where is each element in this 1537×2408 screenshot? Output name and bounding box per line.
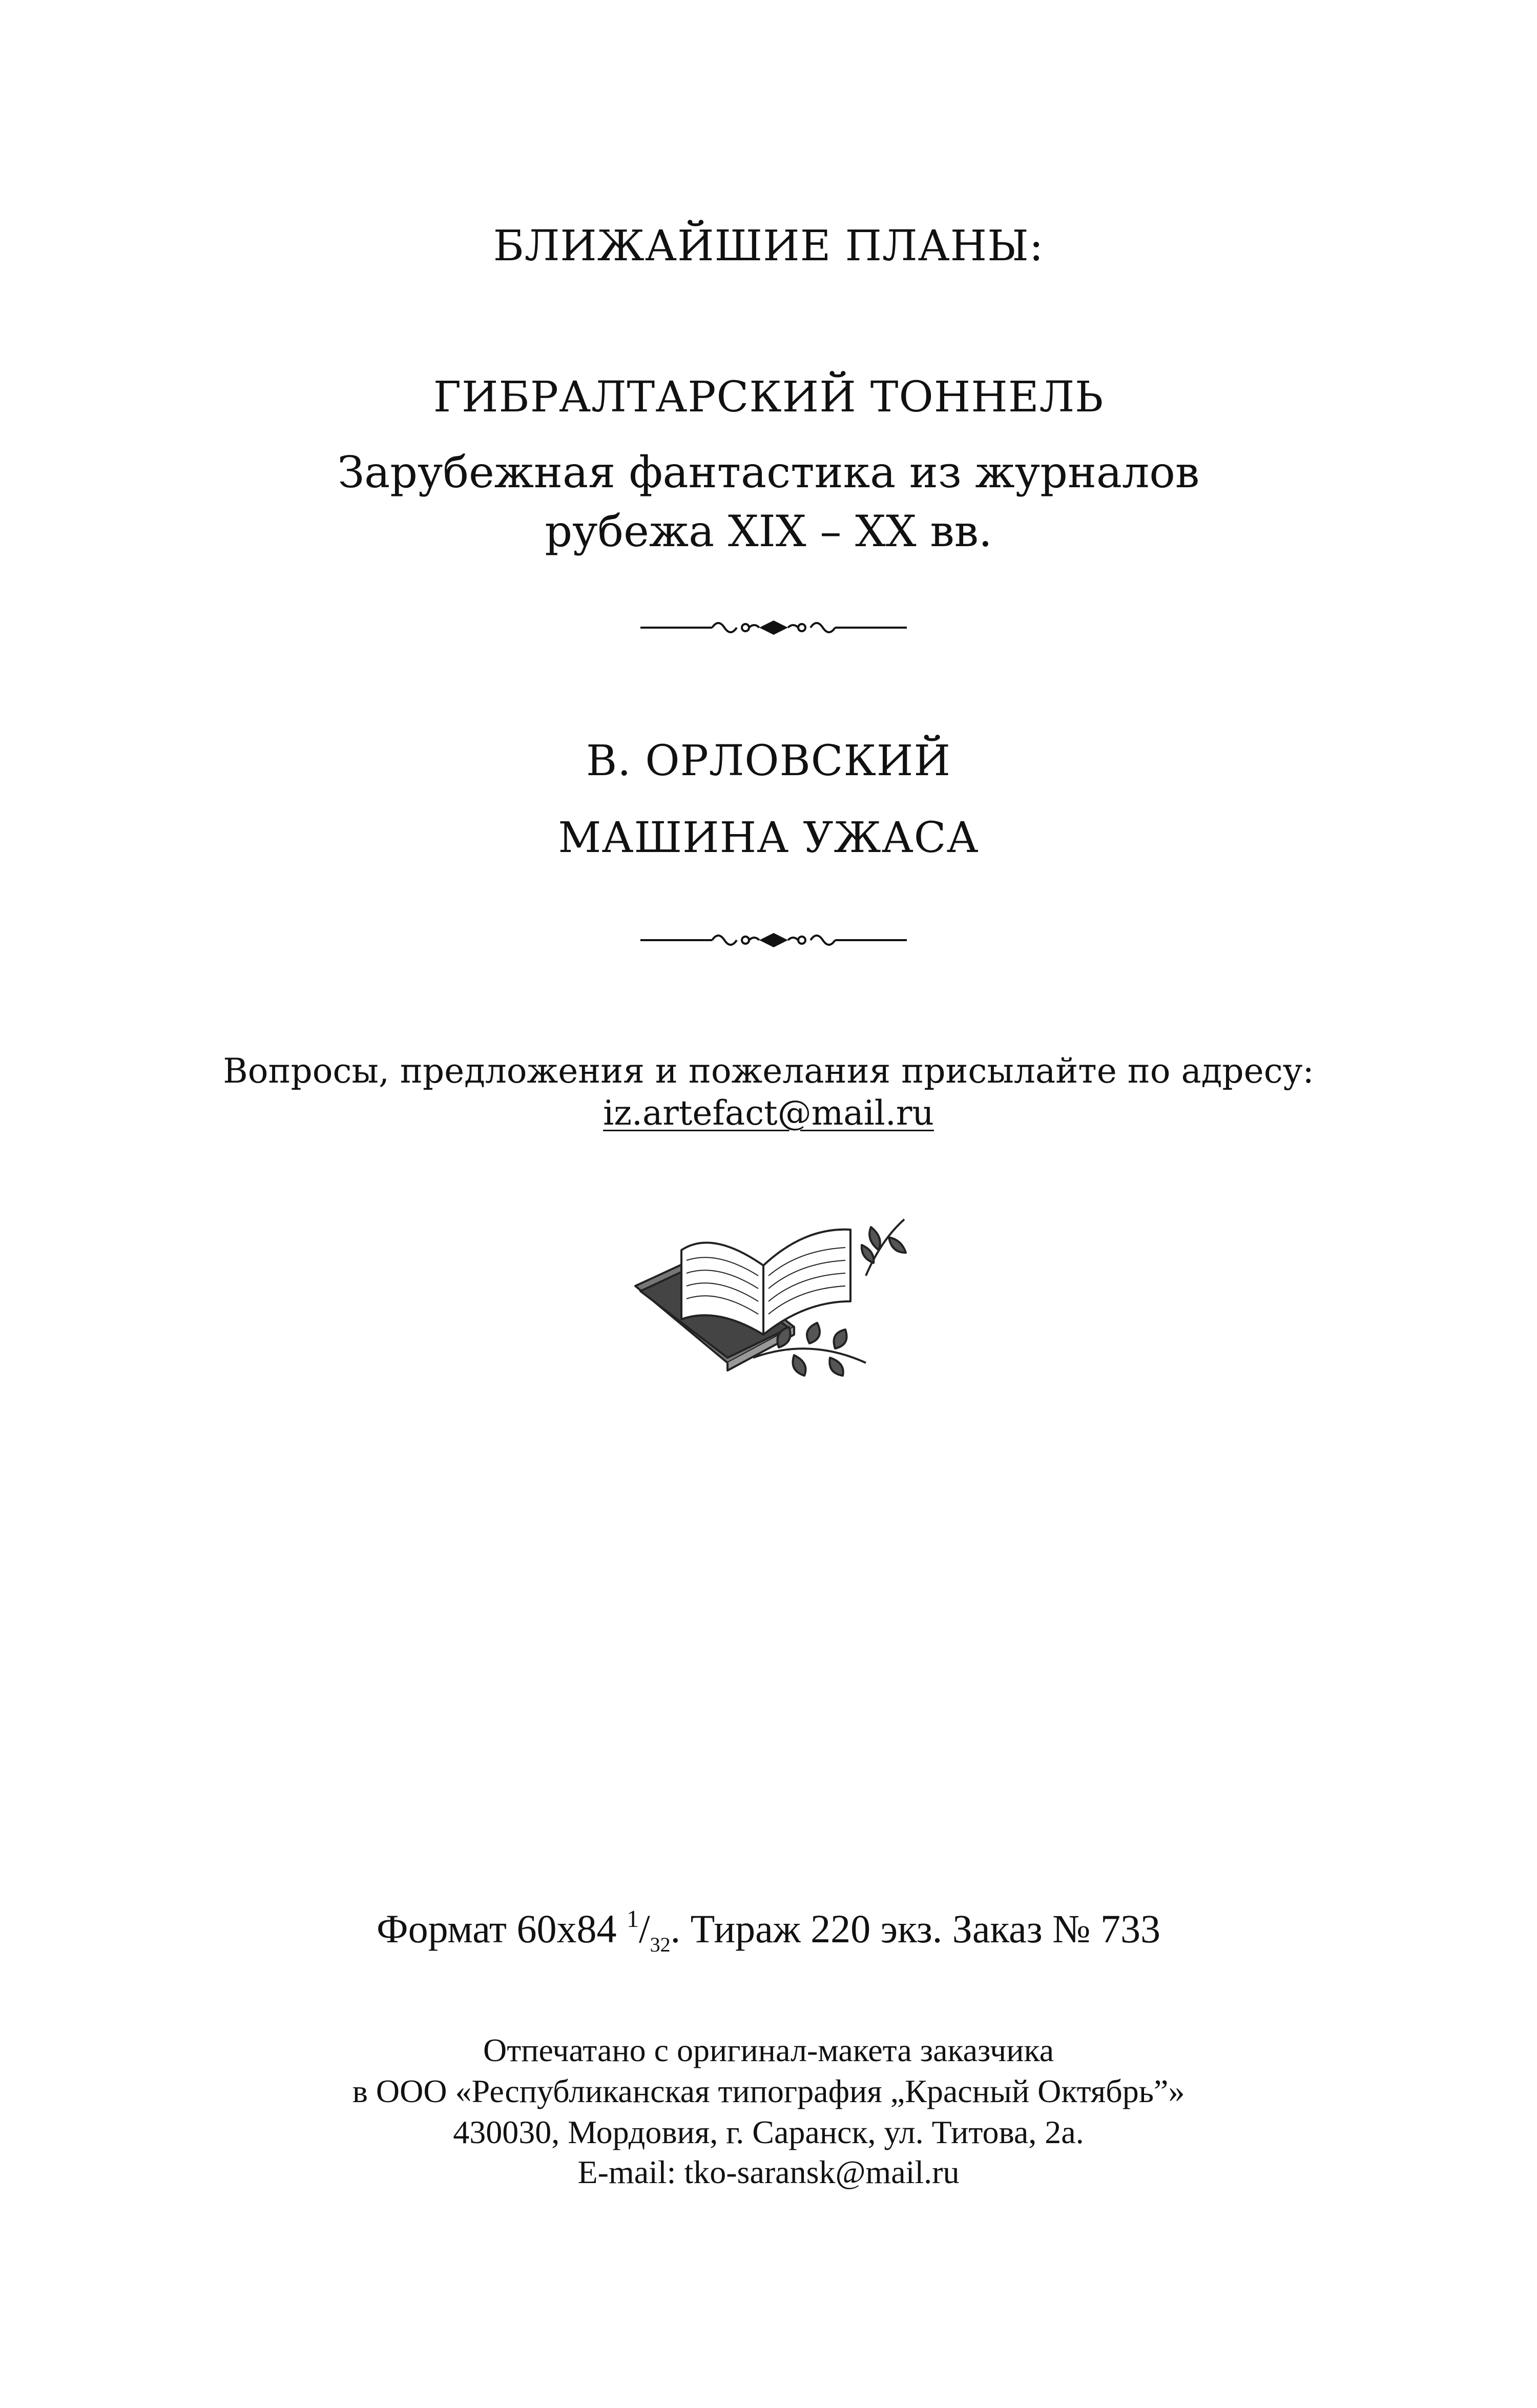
book1-subtitle-line1: Зарубежная фантастика из журналов	[337, 447, 1200, 497]
book1-title: ГИБРАЛТАРСКИЙ ТОННЕЛЬ	[433, 373, 1104, 422]
printed-line-4: E-mail: tko-saransk@mail.ru	[577, 2154, 960, 2190]
book2-title: МАШИНА УЖАСА	[558, 814, 979, 862]
printed-line-3: 430030, Мордовия, г. Саранск, ул. Титова, 2а.	[453, 2114, 1084, 2150]
open-book-with-branch-icon	[625, 1209, 912, 1383]
book2-author: В. ОРЛОВСКИЙ	[586, 737, 951, 785]
ornamental-divider-icon	[640, 612, 907, 643]
ornamental-divider-icon	[640, 925, 907, 956]
upcoming-heading: БЛИЖАЙШИЕ ПЛАНЫ:	[493, 222, 1044, 271]
format-line: Формат 60х84 $^1/_{32}$. Тираж 220 экз. Заказ № 733	[376, 1905, 1161, 1956]
contact-text: Вопросы, предложения и пожелания присылайте по адресу:	[223, 1051, 1314, 1091]
printed-line-2: в ООО «Республиканская типография „Красный Октябрь”»	[352, 2073, 1185, 2109]
book1-subtitle-line2: рубежа XIX – XX вв.	[545, 506, 992, 556]
printed-line-1: Отпечатано с оригинал-макета заказчика	[483, 2032, 1054, 2068]
contact-email-link[interactable]: iz.artefact@mail.ru	[603, 1093, 934, 1133]
